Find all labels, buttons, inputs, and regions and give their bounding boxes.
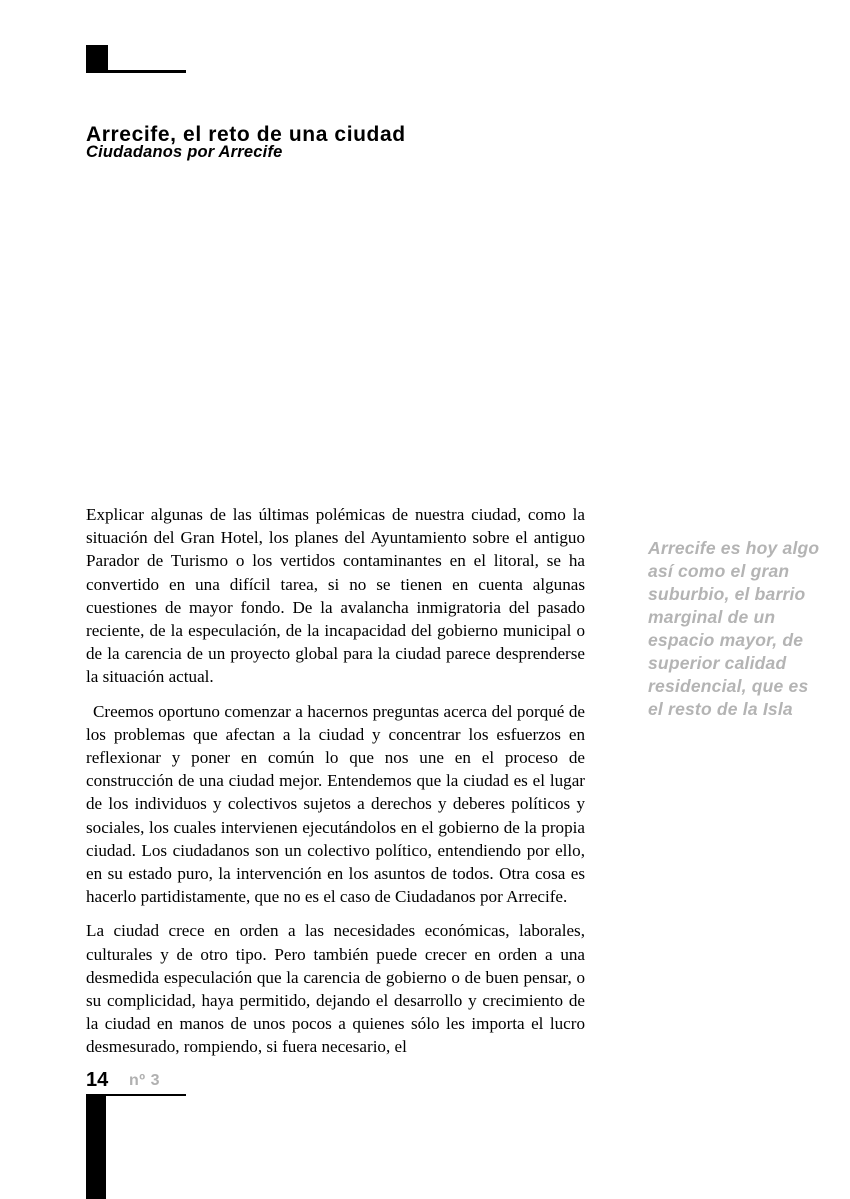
page-number: 14 [86, 1069, 109, 1091]
issue-number: nº 3 [129, 1072, 160, 1089]
header-square-icon [86, 45, 108, 70]
footer-bar [86, 1094, 106, 1199]
header-ornament [86, 45, 186, 75]
page-title: Arrecife, el reto de una ciudad [86, 123, 406, 147]
body-paragraph: Creemos oportuno comenzar a hacernos preguntas acerca del porqué de los problemas que afectan a la ciudad y concentrar los esfuerzos en reflexionar y poner en común lo que nos une en el proceso de construcción de una ciudad mejor. Entendemos que la ciudad es el lugar de los individuos y colectivos sujetos a derechos y deberes políticos y sociales, los cuales intervienen ejecutándolos en el gobierno de la propia ciudad. Los ciudadanos son un colectivo político, entendiendo por ello, en su estado puro, la intervención en los asuntos de todos. Otra cosa es hacerlo partidistamente, que no es el caso de Ciudadanos por Arrecife. [86, 701, 585, 907]
body-column [86, 503, 585, 1059]
page-footer [86, 1068, 286, 1199]
media-placeholder [86, 180, 786, 498]
header-rule [86, 70, 186, 73]
article-author: Ciudadanos por Arrecife [86, 143, 283, 161]
pull-quote: Arrecife es hoy algo así como el gran suburbio, el barrio marginal de un espacio mayor, de superior calidad residencial, que es el resto de la Isla [648, 537, 820, 719]
body-paragraph: La ciudad crece en orden a las necesidades económicas, laborales, culturales y de otro tipo. Pero también puede crecer en orden a una desmedida especulación que la carencia de gobierno o de buen pensar, o su complicidad, haya permitido, dejando el desarrollo y crecimiento de la ciudad en manos de unos pocos a quienes sólo les importa el lucro desmesurado, rompiendo, si fuera necesario, el [86, 921, 585, 1057]
body-paragraph: Explicar algunas de las últimas polémicas de nuestra ciudad, como la situación del Gran Hotel, los planes del Ayuntamiento sobre el antiguo Parador de Turismo o los vertidos contaminantes en el litoral, se ha convertido en una difícil tarea, si no se tienen en cuenta algunas cuestiones de mayor fondo. De la avalancha inmigratoria del pasado reciente, de la especulación, de la incapacidad del gobierno municipal o de la carencia de un proyecto global para la ciudad parece desprenderse la situación actual. [86, 505, 585, 687]
